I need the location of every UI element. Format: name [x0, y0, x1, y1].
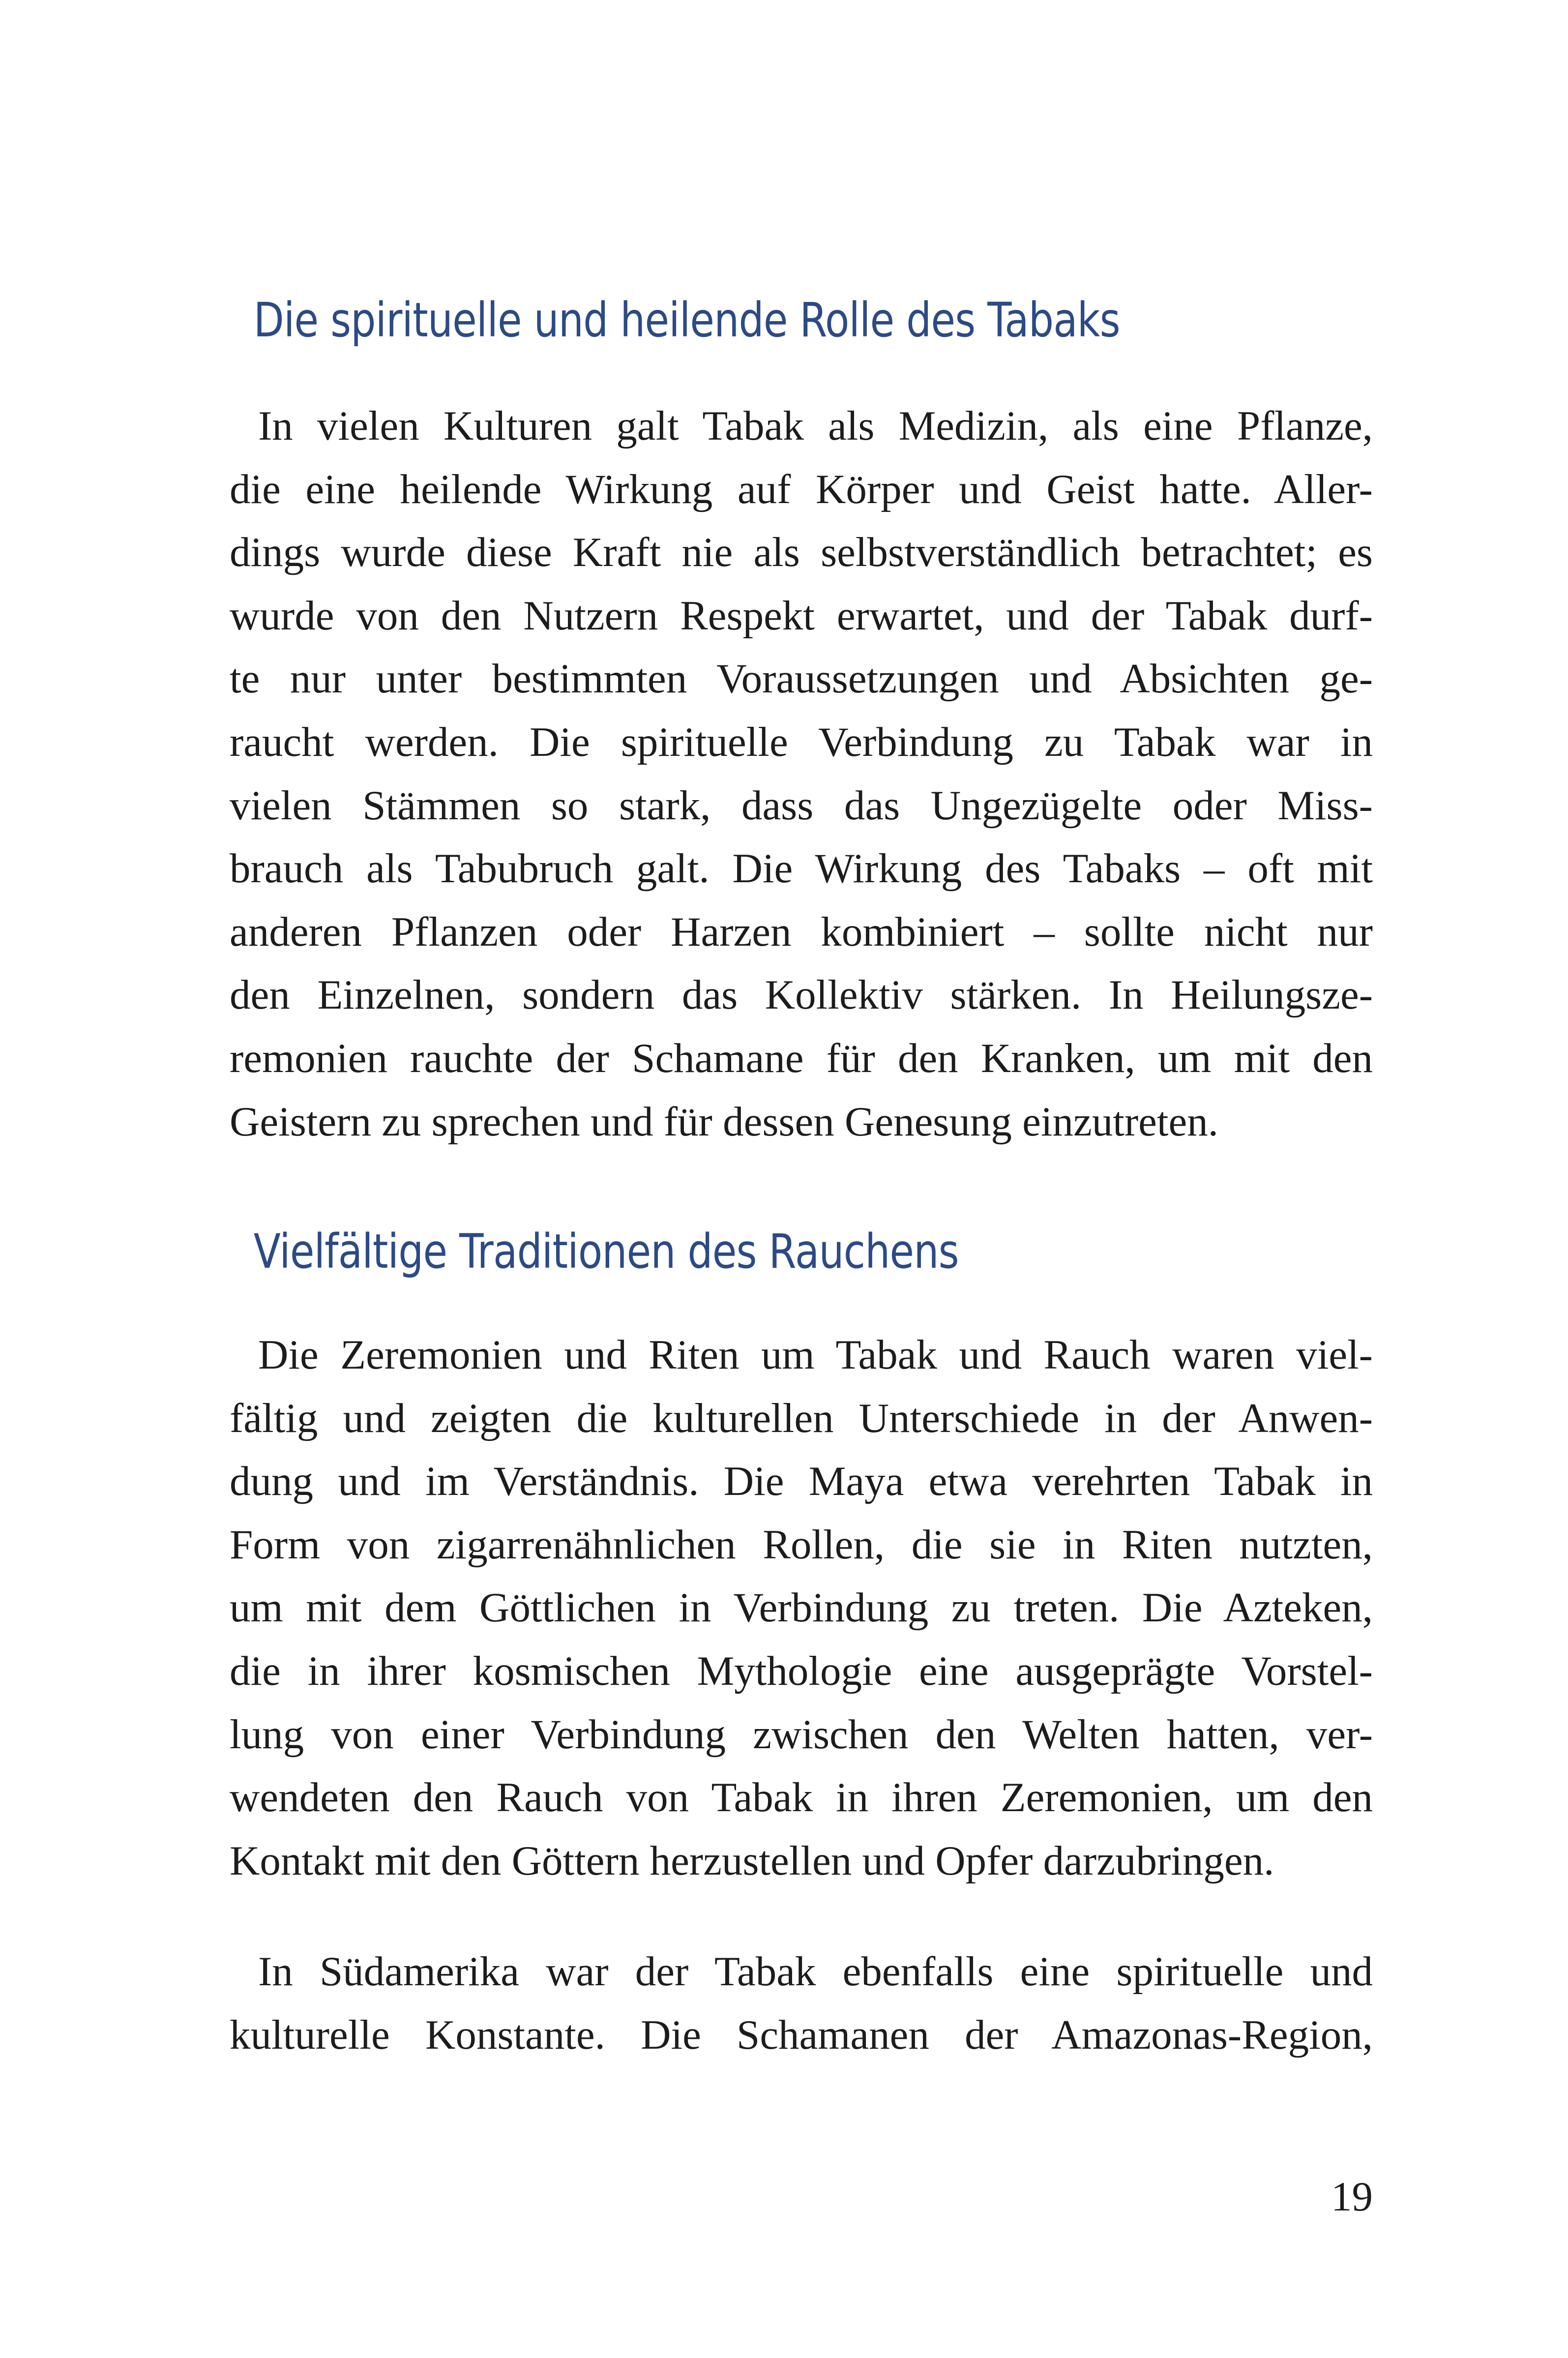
- text-line: Die Zeremonien und Riten um Tabak und Rauch waren viel-: [258, 1332, 1373, 1378]
- text-line: Geistern zu sprechen und für dessen Genesung einzutreten.: [230, 1098, 1218, 1145]
- text-line: vielen Stämmen so stark, dass das Ungezügelte oder Miss-: [230, 782, 1373, 829]
- text-line: Form von zigarrenähnlichen Rollen, die sie in Riten nutzten,: [230, 1521, 1373, 1568]
- text-line: lung von einer Verbindung zwischen den Welten hatten, ver-: [230, 1711, 1373, 1758]
- page-number: 19: [1331, 2174, 1373, 2220]
- text-line: wurde von den Nutzern Respekt erwartet, und der Tabak durf-: [230, 592, 1373, 639]
- text-line: die in ihrer kosmischen Mythologie eine ausgeprägte Vorstel-: [230, 1647, 1373, 1694]
- paragraph-spiritual-role: [230, 394, 1373, 1153]
- paragraph-ceremonies: [230, 1323, 1373, 1892]
- text-line: um mit dem Göttlichen in Verbindung zu treten. Die Azteken,: [230, 1584, 1373, 1631]
- text-line: anderen Pflanzen oder Harzen kombiniert – sollte nicht nur: [230, 908, 1373, 955]
- text-line: dings wurde diese Kraft nie als selbstverständlich betrachtet; es: [230, 529, 1373, 576]
- text-line: brauch als Tabubruch galt. Die Wirkung des Tabaks – oft mit: [230, 845, 1373, 892]
- paragraph-south-america: [230, 1940, 1373, 2066]
- text-line: In vielen Kulturen galt Tabak als Medizin, als eine Pflanze,: [258, 403, 1373, 449]
- text-line: te nur unter bestimmten Voraussetzungen und Absichten ge-: [230, 656, 1373, 702]
- section-heading-smoking-traditions: Vielfältige Traditionen des Rauchens: [253, 1224, 959, 1279]
- text-line: wendeten den Rauch von Tabak in ihren Zeremonien, um den: [230, 1774, 1373, 1821]
- text-line: remonien rauchte der Schamane für den Kranken, um mit den: [230, 1035, 1373, 1081]
- text-line: kulturelle Konstante. Die Schamanen der Amazonas-Region,: [230, 2011, 1373, 2058]
- text-line: raucht werden. Die spirituelle Verbindung zu Tabak war in: [230, 718, 1373, 765]
- text-line: dung und im Verständnis. Die Maya etwa verehrten Tabak in: [230, 1458, 1373, 1505]
- text-line: die eine heilende Wirkung auf Körper und Geist hatte. Aller-: [230, 466, 1373, 512]
- text-line: den Einzelnen, sondern das Kollektiv stärken. In Heilungsze-: [230, 972, 1373, 1018]
- text-line: fältig und zeigten die kulturellen Unterschiede in der Anwen-: [230, 1395, 1373, 1441]
- text-line: In Südamerika war der Tabak ebenfalls eine spirituelle und: [258, 1948, 1373, 1995]
- section-heading-spiritual-role: Die spirituelle und heilende Rolle des Tabaks: [253, 293, 1120, 348]
- text-line: Kontakt mit den Göttern herzustellen und Opfer darzubringen.: [230, 1837, 1274, 1884]
